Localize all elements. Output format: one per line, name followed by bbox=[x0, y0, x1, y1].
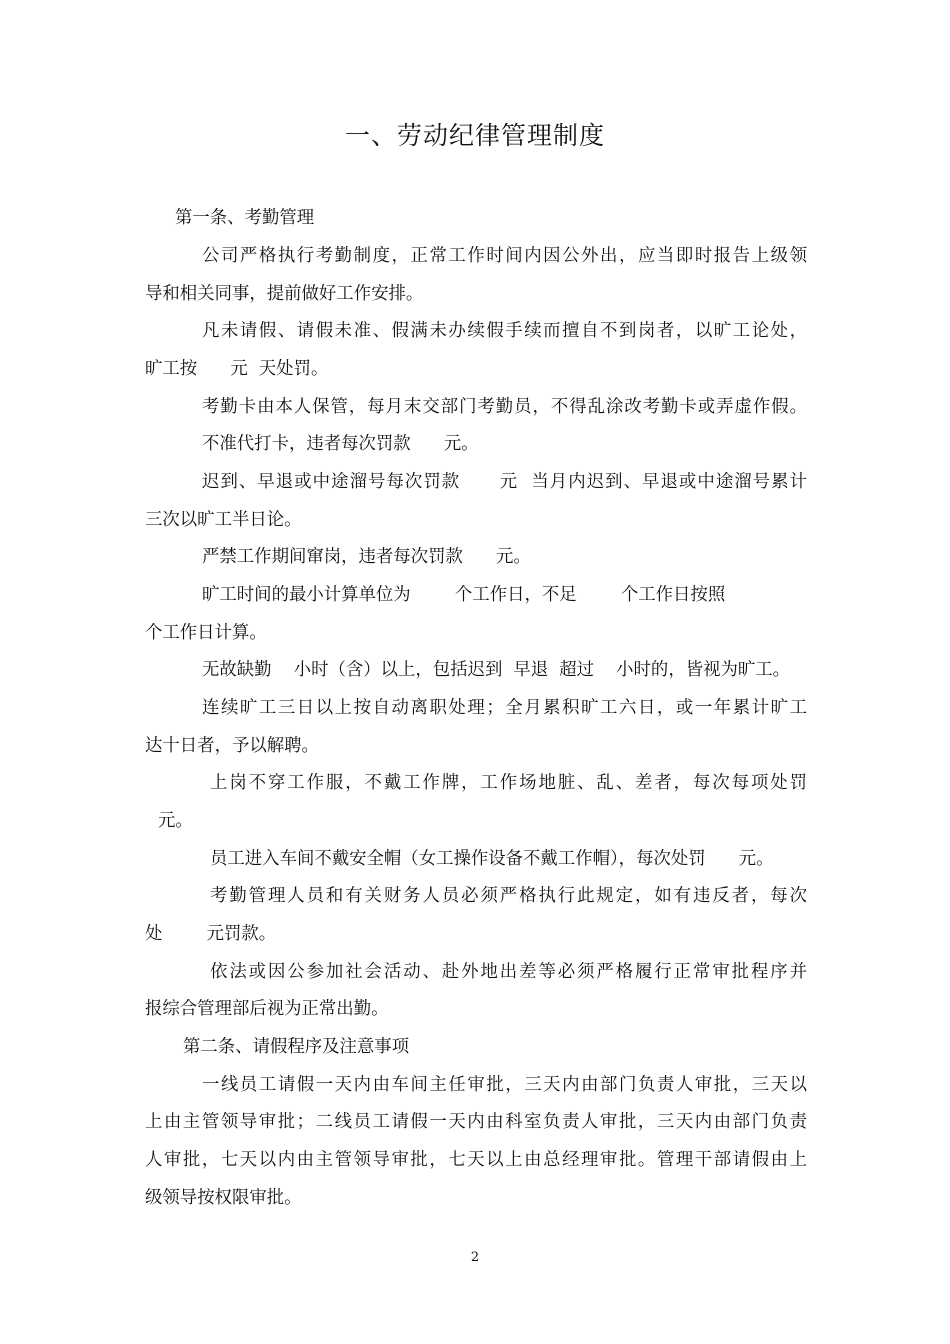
paragraph-line: 连续旷工三日以上按自动离职处理；全月累积旷工六日，或一年累计旷工 bbox=[202, 698, 807, 718]
paragraph-line: 导和相关同事，提前做好工作安排。 bbox=[145, 284, 424, 304]
paragraph-line: 凡未请假、请假未准、假满未办续假手续而擅自不到岗者，以旷工论处， bbox=[202, 321, 807, 341]
paragraph-line: 人审批，七天以内由主管领导审批，七天以上由总经理审批。管理干部请假由上 bbox=[145, 1150, 807, 1170]
paragraph-line: 上岗不穿工作服，不戴工作牌，工作场地脏、乱、差者，每次每项处罚 bbox=[210, 773, 807, 793]
paragraph-line: 公司严格执行考勤制度，正常工作时间内因公外出，应当即时报告上级领 bbox=[202, 246, 807, 266]
paragraph-line: 旷工时间的最小计算单位为 个工作日，不足 个工作日按照 bbox=[202, 585, 726, 605]
paragraph-line: 三次以旷工半日论。 bbox=[145, 510, 302, 530]
paragraph-line: 不准代打卡，违者每次罚款 元。 bbox=[202, 434, 479, 454]
paragraph-line: 无故缺勤 小时（含）以上，包括迟到 早退 超过 小时的，皆视为旷工。 bbox=[202, 660, 791, 680]
paragraph-line: 依法或因公参加社会活动、赴外地出差等必须严格履行正常审批程序并 bbox=[210, 962, 807, 982]
page-number: 2 bbox=[470, 1250, 480, 1265]
paragraph-line: 旷工按 元 天处罚。 bbox=[145, 359, 329, 379]
section-heading-2: 第二条、请假程序及注意事项 bbox=[183, 1037, 410, 1057]
paragraph-line: 报综合管理部后视为正常出勤。 bbox=[145, 999, 389, 1019]
paragraph-line: 达十日者，予以解聘。 bbox=[145, 736, 319, 756]
paragraph-line: 迟到、早退或中途溜号每次罚款 元 当月内迟到、早退或中途溜号累计 bbox=[202, 472, 807, 492]
paragraph-line: 严禁工作期间窜岗，违者每次罚款 元。 bbox=[202, 547, 531, 567]
paragraph-line: 员工进入车间不戴安全帽（女工操作设备不戴工作帽），每次处罚 元。 bbox=[210, 849, 774, 869]
paragraph-line: 考勤卡由本人保管，每月末交部门考勤员，不得乱涂改考勤卡或弄虚作假。 bbox=[202, 397, 807, 417]
paragraph-line: 元。 bbox=[158, 811, 193, 831]
page-title: 一、劳动纪律管理制度 bbox=[344, 121, 605, 150]
section-heading-1: 第一条、考勤管理 bbox=[175, 208, 315, 228]
paragraph-line: 级领导按权限审批。 bbox=[145, 1188, 302, 1208]
paragraph-line: 个工作日计算。 bbox=[145, 623, 267, 643]
paragraph-line: 处 元罚款。 bbox=[145, 924, 277, 944]
paragraph-line: 考勤管理人员和有关财务人员必须严格执行此规定，如有违反者，每次 bbox=[210, 886, 807, 906]
paragraph-line: 上由主管领导审批；二线员工请假一天内由科室负责人审批，三天内由部门负责 bbox=[145, 1112, 807, 1132]
paragraph-line: 一线员工请假一天内由车间主任审批，三天内由部门负责人审批，三天以 bbox=[202, 1075, 807, 1095]
